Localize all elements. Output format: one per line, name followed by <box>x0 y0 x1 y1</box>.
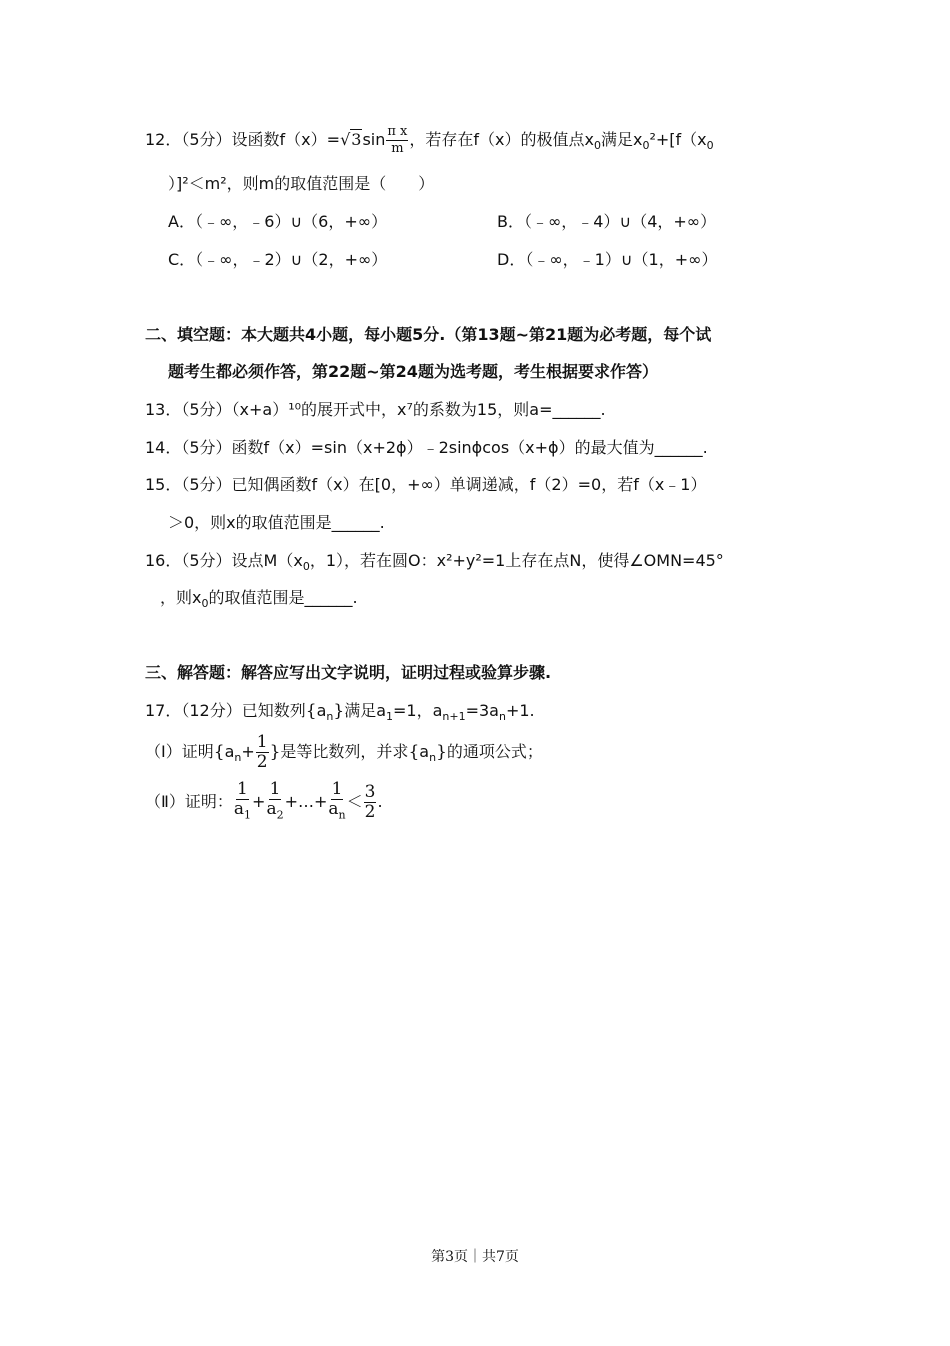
subscript: 0 <box>302 560 310 574</box>
q17-text: 17．（12分）已知数列 <box>145 701 306 720</box>
fraction-three-halves <box>364 783 377 822</box>
section2-heading-line1: 二、填空题：本大题共4小题，每小题5分.（第13题~第21题为必考题，每个试 <box>145 325 712 344</box>
q17-part1: （Ⅰ）证明{$a_n+$ $\frac{1}{2}$ }是等比数列，并求$\{a_n\}$的通项公式； <box>145 732 543 772</box>
frac-num: 1 <box>331 779 343 800</box>
frac-den <box>234 800 251 824</box>
q17-text: =3a <box>465 701 499 720</box>
section2-heading-line2: 题考生都必须作答，第22题~第24题为选考题，考生根据要求作答） <box>168 362 658 381</box>
sqrt-symbol: √3 <box>340 130 362 149</box>
q17-text: （Ⅰ）证明 <box>145 742 214 761</box>
subscript: 0 <box>706 139 714 153</box>
subscript: 1 <box>244 808 252 822</box>
brace-open: { <box>408 742 420 762</box>
q16-text: 16．（5分）设点M（x <box>145 551 303 570</box>
q16-text: ，则x <box>160 588 202 607</box>
fraction-pix-over-m <box>386 124 408 157</box>
frac-num: 1 <box>237 779 248 800</box>
q12-text: ，若存在f（x）的极值点x <box>409 130 594 149</box>
q17-text: 的通项公式； <box>446 742 543 761</box>
ellipsis: +…+ <box>284 792 328 811</box>
frac-num: 3 <box>364 782 376 802</box>
q16-text: 的取值范围是______. <box>208 588 358 607</box>
subscript: 2 <box>276 808 284 822</box>
brace-open: { <box>213 742 225 762</box>
frac-den-a: a <box>233 799 245 820</box>
q17-text: =1，a <box>393 701 443 720</box>
seq-a: a <box>419 742 430 761</box>
q12-option-d: D．（﹣∞，﹣1）∪（1，+∞） <box>497 250 718 269</box>
q16-line2 <box>160 587 358 615</box>
frac-den <box>266 800 283 824</box>
subscript: n <box>326 710 334 724</box>
q12-line1 <box>145 124 714 157</box>
fraction-1-over-an <box>328 780 345 824</box>
q12-option-b: B．（﹣∞，﹣4）∪（4，+∞） <box>497 212 717 231</box>
q17-text: 满足a <box>344 701 386 720</box>
q16-text: ，1），若在圆O：x²+y²=1上存在点N，使得∠OMN=45° <box>309 551 724 570</box>
subscript: 0 <box>642 139 650 153</box>
q12-text: 12．（5分）设函数f（x）= <box>145 130 341 149</box>
q12-text: 满足x <box>600 130 643 149</box>
frac-den: m <box>391 141 404 156</box>
subscript: n <box>429 751 437 765</box>
fraction-1-over-a2 <box>266 780 283 824</box>
less-than: ＜ <box>346 792 363 811</box>
q12-line2: ）]²＜m²，则m的取值范围是（ ） <box>168 174 435 193</box>
brace-close: } <box>333 701 345 721</box>
frac-den-a: a <box>266 799 277 820</box>
q17-text: （Ⅱ）证明： <box>145 792 233 811</box>
q13: 13．（5分）（x+a）¹⁰的展开式中，x⁷的系数为15，则a=______. <box>145 400 606 419</box>
q17-part2: （Ⅱ）证明： $\frac{1}{a_1}$ + $\frac{1}{a_2}$ +…+ $\frac{1}{a_n}$ ＜ $\frac{3}{2}$ . <box>145 780 383 825</box>
fraction-1-over-a1 <box>234 780 251 824</box>
q12-option-c: C．（﹣∞，﹣2）∪（2，+∞） <box>168 250 388 269</box>
q15-line2: ＞0，则x的取值范围是______. <box>168 513 385 532</box>
subscript: n <box>338 808 346 822</box>
frac-den: 2 <box>364 802 376 822</box>
q16-line1 <box>145 550 724 578</box>
frac-num: π x <box>387 124 408 139</box>
section3-heading: 三、解答题：解答应写出文字说明，证明过程或验算步骤. <box>145 663 552 682</box>
subscript: n <box>498 710 506 724</box>
brace-close: } <box>436 742 447 762</box>
q14: 14．（5分）函数f（x）=sin（x+2ϕ）﹣2sinϕcos（x+ϕ）的最大值为______. <box>145 438 708 457</box>
page-footer: 第3页｜共7页 <box>431 1249 519 1265</box>
seq-a: a <box>224 742 235 761</box>
brace-open: { <box>305 701 317 721</box>
q17-text: 是等比数列，并求 <box>280 742 409 761</box>
subscript: n <box>234 751 242 765</box>
seq-a: a <box>316 701 327 720</box>
q15-line1: 15．（5分）已知偶函数f（x）在[0，+∞）单调递减，f（2）=0，若f（x﹣1） <box>145 475 707 494</box>
sin-text: sin <box>362 130 386 149</box>
subscript: 1 <box>386 710 393 724</box>
frac-den-a: a <box>328 799 339 820</box>
subscript: n+1 <box>442 710 466 724</box>
q17-line1 <box>145 700 535 728</box>
frac-den: 2 <box>256 752 268 772</box>
subscript: 0 <box>201 597 209 611</box>
frac-den <box>328 800 345 824</box>
brace-close: } <box>269 742 281 762</box>
q12-option-a: A．（﹣∞，﹣6）∪（6，+∞） <box>168 212 388 231</box>
q17-text: +1. <box>505 701 535 720</box>
q12-text: ²+[f（x <box>649 130 707 149</box>
subscript: 0 <box>593 139 601 153</box>
frac-num: 1 <box>269 779 281 800</box>
frac-num: 1 <box>256 732 268 752</box>
sqrt-radicand: 3 <box>351 130 362 149</box>
period: . <box>377 792 383 811</box>
fraction-one-half <box>256 733 269 772</box>
